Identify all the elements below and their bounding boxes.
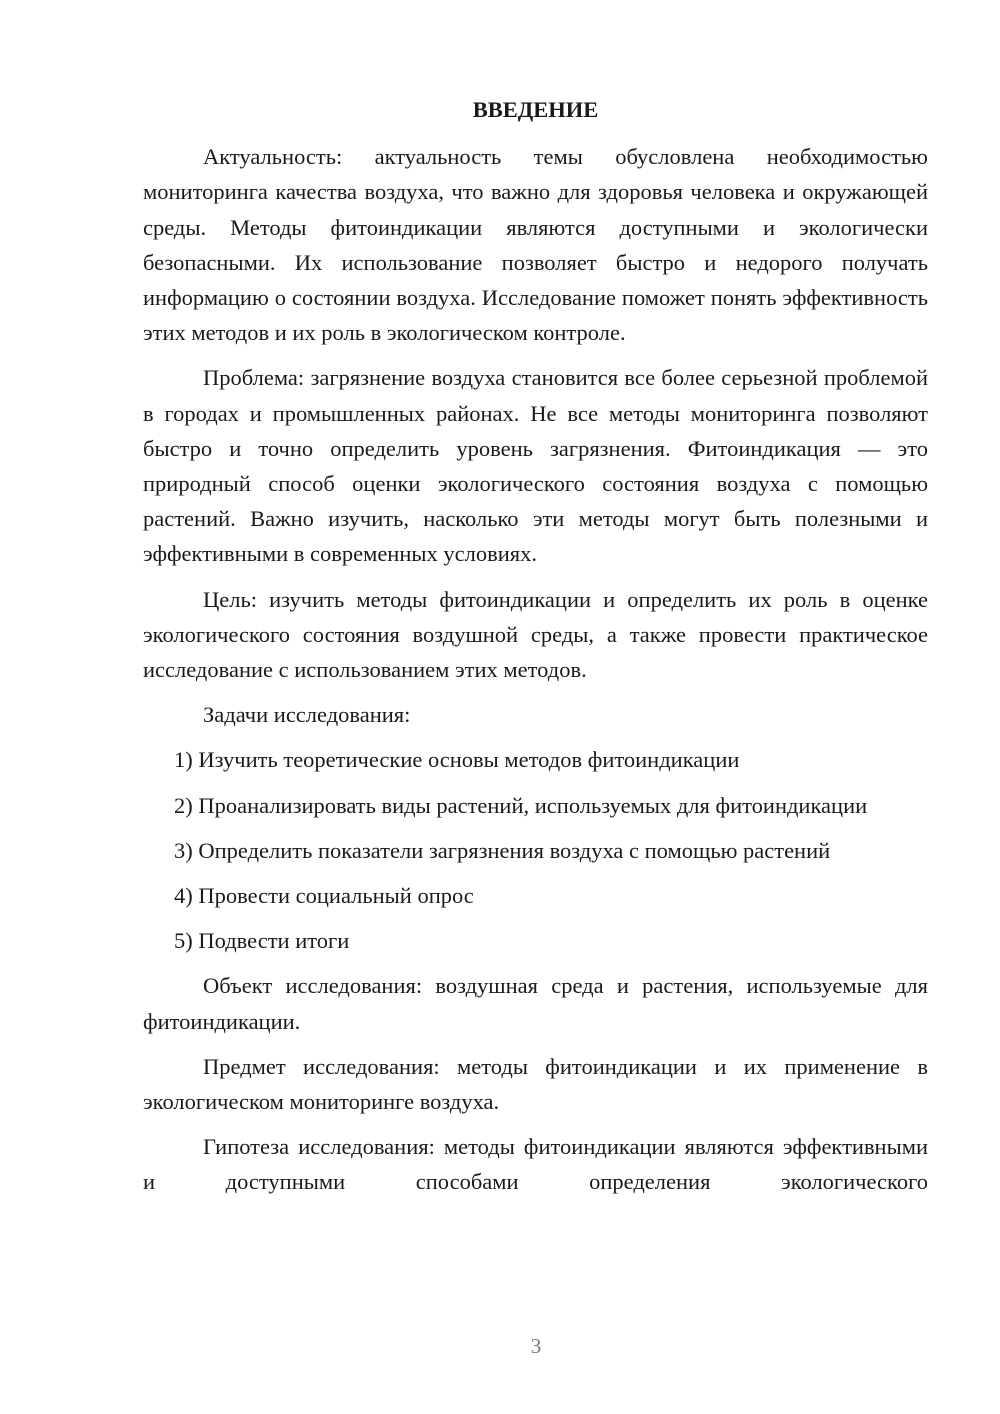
problem-paragraph: Проблема: загрязнение воздуха становится все более серьезной проблемой в городах и промышленных районах. Не все методы мониторинга позволяют быстро и точно определить уровень загрязнения. Фитоиндикация — это природный способ оценки экологического состояния воздуха с помощью растений. Важно изучить, насколько эти методы могут быть полезными и эффективными в современных условиях. (143, 365, 928, 567)
page-number: 3 (530, 1334, 542, 1358)
goal-paragraph: Цель: изучить методы фитоиндикации и определить их роль в оценке экологического состояния воздушной среды, а также провести практическое исследование с использованием этих методов. (143, 586, 928, 683)
relevance-paragraph: Актуальность: актуальность темы обусловлена необходимостью мониторинга качества воздуха, что важно для здоровья человека и окружающей среды. Методы фитоиндикации являются доступными и экологически безопасными. Их использование позволяет быстро и недорого получать информацию о состоянии воздуха. Исследование поможет понять эффективность этих методов и их роль в экологическом контроле. (143, 144, 928, 346)
task-item-2: 2) Проанализировать виды растений, используемых для фитоиндикации (174, 792, 868, 818)
task-item-3: 3) Определить показатели загрязнения воздуха с помощью растений (174, 837, 831, 863)
object-paragraph: Объект исследования: воздушная среда и растения, используемые для фитоиндикации. (143, 973, 928, 1034)
page-content (143, 92, 928, 1210)
subject-paragraph: Предмет исследования: методы фитоиндикации и их применение в экологическом мониторинге воздуха. (143, 1053, 928, 1115)
hypothesis-paragraph: Гипотеза исследования: методы фитоиндикации являются эффективными и доступными способами определения экологического (143, 1134, 928, 1195)
task-item-5: 5) Подвести итоги (174, 928, 350, 954)
tasks-heading: Задачи исследования: (203, 702, 411, 728)
section-title: ВВЕДЕНИЕ (472, 97, 599, 122)
task-item-4: 4) Провести социальный опрос (174, 883, 474, 909)
task-item-1: 1) Изучить теоретические основы методов фитоиндикации (174, 747, 740, 773)
